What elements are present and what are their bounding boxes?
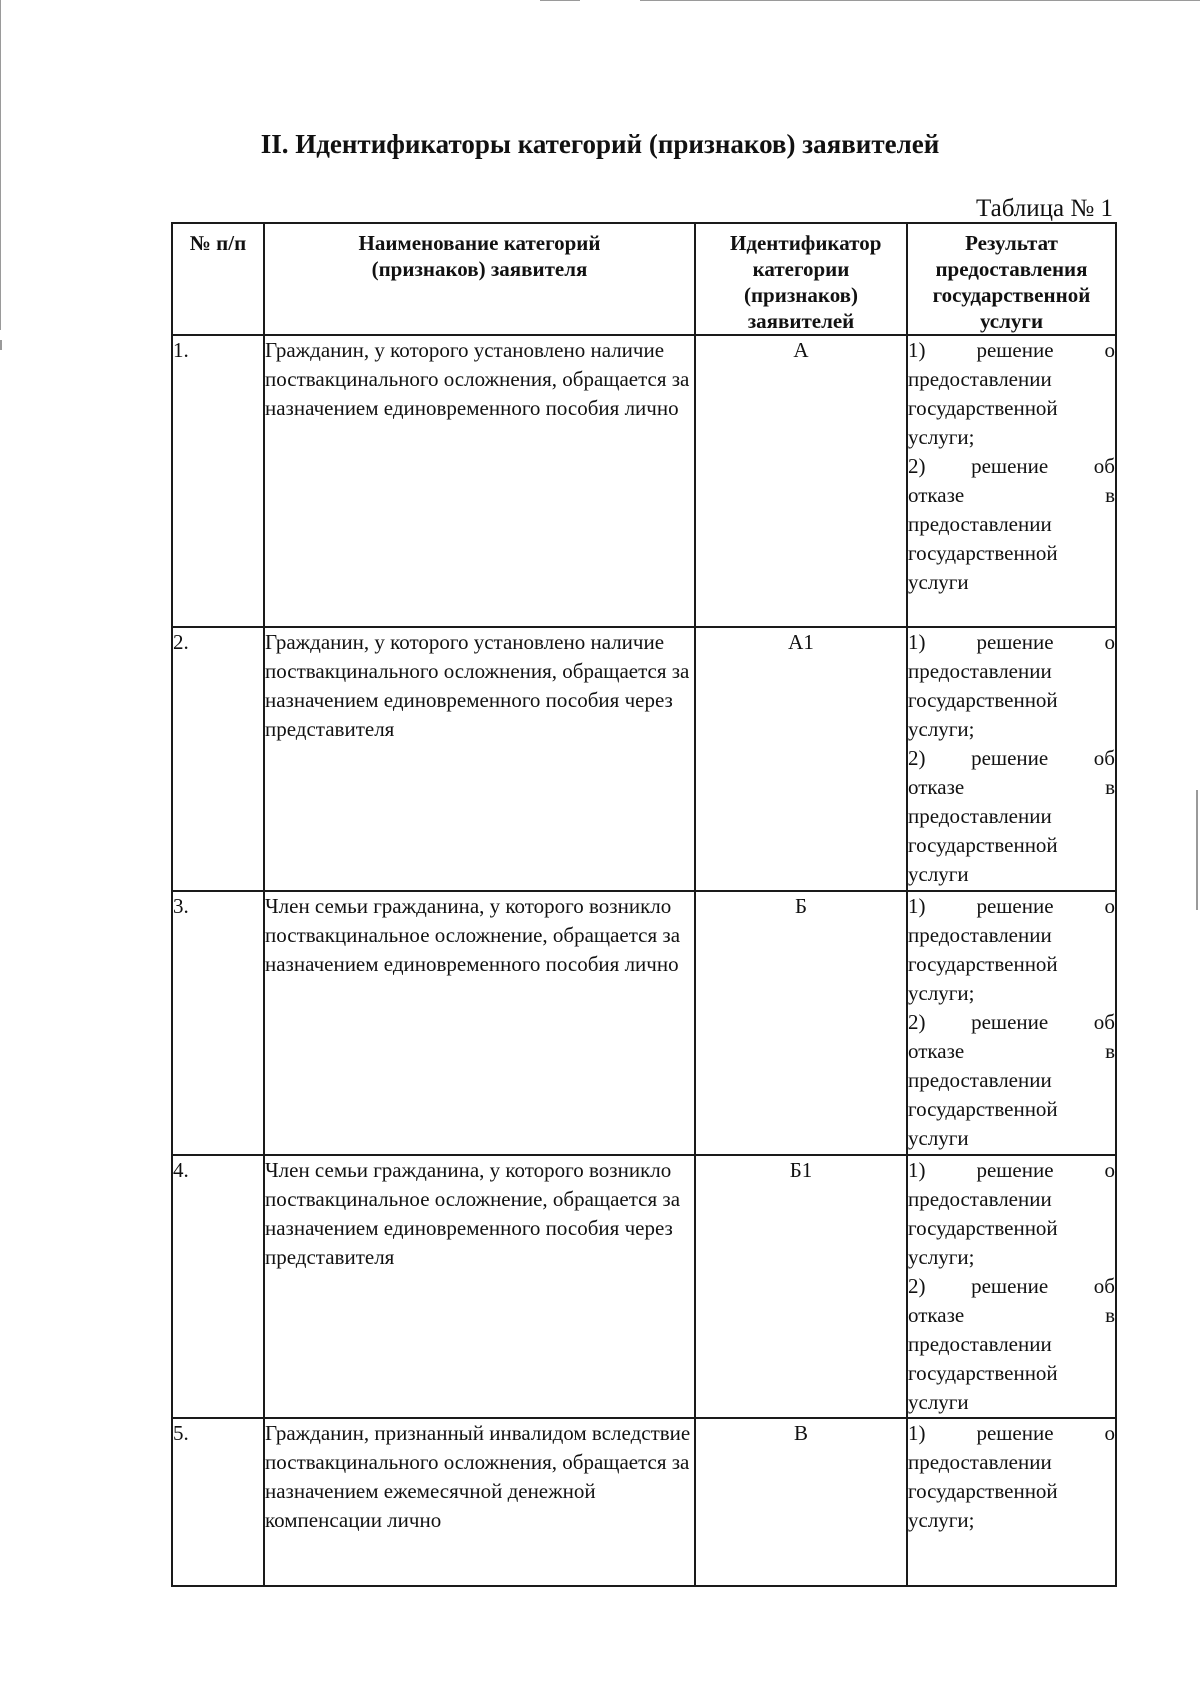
result-line: предоставлении	[908, 804, 1052, 828]
row-number: 5.	[172, 1418, 264, 1586]
result-line: государственной	[908, 1097, 1058, 1121]
result-line: государственной	[908, 1361, 1058, 1385]
header-ident: Идентификатор категории (признаков) заявителей	[695, 223, 907, 335]
result-line: государственной	[908, 541, 1058, 565]
categories-table	[171, 222, 1117, 1587]
result-line: государственной	[908, 396, 1058, 420]
result-line: предоставлении	[908, 367, 1052, 391]
result-line: услуги;	[908, 1245, 975, 1269]
table-header-row	[172, 223, 1116, 335]
result-line: услуги;	[908, 981, 975, 1005]
result-line: предоставлении	[908, 923, 1052, 947]
service-result	[907, 1418, 1116, 1586]
category-name: Гражданин, признанный инвалидом вследствие поствакцинального осложнения, обращается за назначением ежемесячной денежной компенсации лично	[264, 1418, 695, 1586]
category-name: Член семьи гражданина, у которого возникло поствакцинальное осложнение, обращается за назначением единовременного пособия лично	[264, 891, 695, 1155]
result-line: 1) решение о	[908, 1158, 1115, 1182]
result-line: отказе в	[908, 1303, 1115, 1327]
table-row	[172, 627, 1116, 891]
result-line: предоставлении	[908, 659, 1052, 683]
category-identifier: Б	[695, 891, 907, 1155]
result-line: государственной	[908, 952, 1058, 976]
category-name: Гражданин, у которого установлено наличие поствакцинального осложнения, обращается за назначением единовременного пособия лично	[264, 335, 695, 627]
result-line: государственной	[908, 1479, 1058, 1503]
result-line: предоставлении	[908, 1332, 1052, 1356]
result-line: услуги;	[908, 1508, 975, 1532]
table-row	[172, 1155, 1116, 1418]
result-line: услуги	[908, 1390, 969, 1414]
result-line: отказе в	[908, 1039, 1115, 1063]
category-name: Гражданин, у которого установлено наличие поствакцинального осложнения, обращается за назначением единовременного пособия через представителя	[264, 627, 695, 891]
scan-edge-mark	[1196, 790, 1198, 910]
category-identifier: А1	[695, 627, 907, 891]
service-result	[907, 1155, 1116, 1418]
category-name: Член семьи гражданина, у которого возникло поствакцинальное осложнение, обращается за назначением единовременного пособия через представителя	[264, 1155, 695, 1418]
result-line: предоставлении	[908, 1068, 1052, 1092]
result-line: 2) решение об	[908, 454, 1115, 478]
service-result	[907, 891, 1116, 1155]
result-line: услуги;	[908, 717, 975, 741]
scan-edge-mark	[640, 0, 1200, 1]
header-result: Результат предоставления государственной услуги	[907, 223, 1116, 335]
result-line: отказе в	[908, 775, 1115, 799]
row-number: 2.	[172, 627, 264, 891]
header-num: № п/п	[172, 223, 264, 335]
result-line: 1) решение о	[908, 338, 1115, 362]
table-row	[172, 335, 1116, 627]
result-line: 1) решение о	[908, 1421, 1115, 1445]
table-number: Таблица № 1	[975, 195, 1113, 222]
result-line: 2) решение об	[908, 1274, 1115, 1298]
service-result	[907, 627, 1116, 891]
result-line: предоставлении	[908, 1450, 1052, 1474]
page-title: II. Идентификаторы категорий (признаков) заявителей	[260, 129, 940, 159]
row-number: 3.	[172, 891, 264, 1155]
result-line: 1) решение о	[908, 894, 1115, 918]
result-line: предоставлении	[908, 512, 1052, 536]
scan-edge-mark	[0, 0, 1, 330]
result-line: услуги;	[908, 425, 975, 449]
category-identifier: В	[695, 1418, 907, 1586]
category-identifier: А	[695, 335, 907, 627]
table-row	[172, 891, 1116, 1155]
row-number: 1.	[172, 335, 264, 627]
service-result	[907, 335, 1116, 627]
result-line: предоставлении	[908, 1187, 1052, 1211]
result-line: 1) решение о	[908, 630, 1115, 654]
result-line: услуги	[908, 570, 969, 594]
result-line: государственной	[908, 688, 1058, 712]
result-line: государственной	[908, 1216, 1058, 1240]
category-identifier: Б1	[695, 1155, 907, 1418]
header-name: Наименование категорий (признаков) заявителя	[264, 223, 695, 335]
result-line: государственной	[908, 833, 1058, 857]
scan-edge-mark	[540, 0, 580, 1]
result-line: услуги	[908, 862, 969, 886]
result-line: услуги	[908, 1126, 969, 1150]
scan-edge-mark	[0, 340, 2, 350]
result-line: 2) решение об	[908, 746, 1115, 770]
result-line: отказе в	[908, 483, 1115, 507]
result-line: 2) решение об	[908, 1010, 1115, 1034]
table-row	[172, 1418, 1116, 1586]
row-number: 4.	[172, 1155, 264, 1418]
